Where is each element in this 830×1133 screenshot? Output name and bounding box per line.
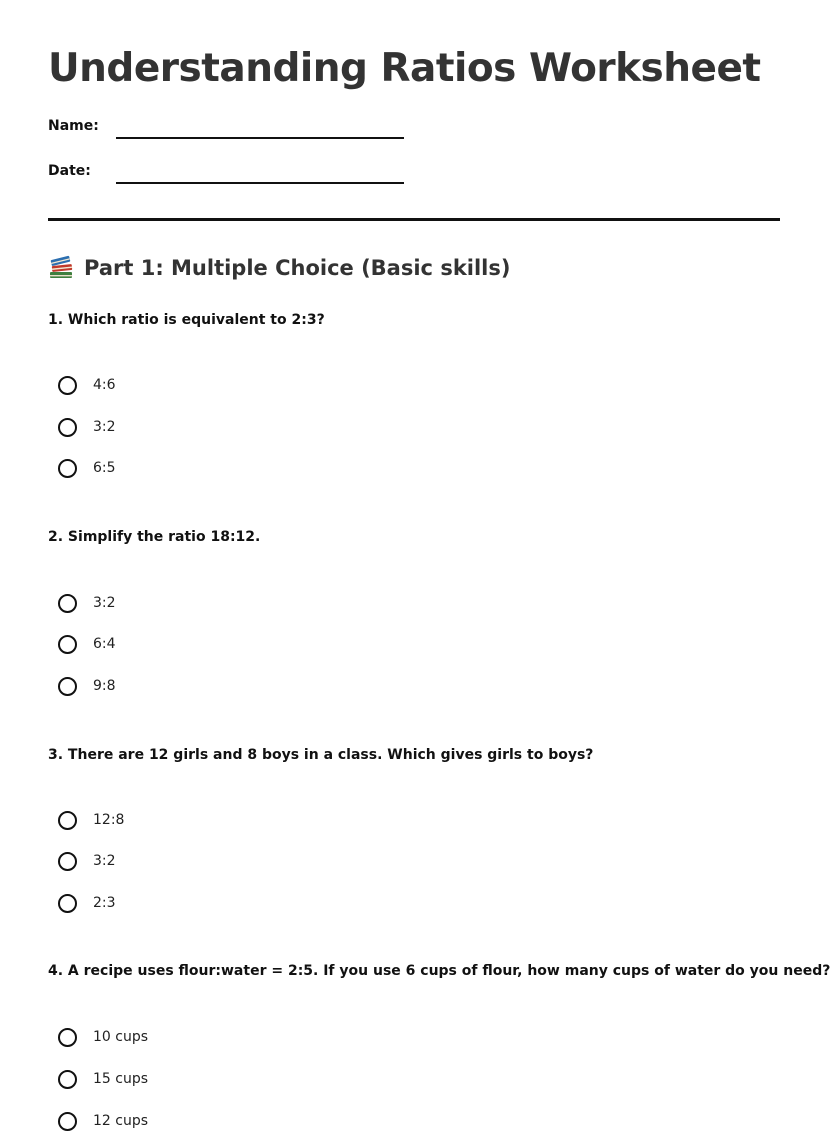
radio-button[interactable] (58, 459, 77, 478)
question-2-text: 2. Simplify the ratio 18:12. (48, 529, 261, 545)
date-label: Date: (48, 163, 91, 179)
question-4-option-a[interactable] (58, 1025, 148, 1049)
radio-button[interactable] (58, 1070, 77, 1089)
radio-button[interactable] (58, 594, 77, 613)
date-field[interactable] (116, 182, 404, 184)
question-2-option-a[interactable] (58, 591, 116, 615)
question-2-option-c[interactable] (58, 674, 116, 698)
question-3-option-b[interactable] (58, 849, 116, 873)
question-4-option-c[interactable] (58, 1109, 148, 1133)
question-3-option-a[interactable] (58, 808, 124, 832)
option-label: 6:4 (93, 636, 116, 652)
option-label: 2:3 (93, 895, 116, 911)
question-1-option-c[interactable] (58, 456, 116, 480)
option-label: 3:2 (93, 595, 116, 611)
section-divider (48, 218, 780, 221)
option-label: 3:2 (93, 419, 116, 435)
option-label: 10 cups (93, 1029, 149, 1045)
question-1-option-a[interactable] (58, 373, 116, 397)
question-3-text: 3. There are 12 girls and 8 boys in a class. Which gives girls to boys? (48, 747, 594, 763)
option-label: 6:5 (93, 460, 116, 476)
option-label: 9:8 (93, 678, 116, 694)
radio-button[interactable] (58, 811, 77, 830)
question-3-option-c[interactable] (58, 891, 116, 915)
radio-button[interactable] (58, 677, 77, 696)
question-1-text: 1. Which ratio is equivalent to 2:3? (48, 312, 325, 328)
radio-button[interactable] (58, 418, 77, 437)
radio-button[interactable] (58, 635, 77, 654)
name-label: Name: (48, 118, 99, 134)
radio-button[interactable] (58, 376, 77, 395)
question-1-option-b[interactable] (58, 415, 116, 439)
name-field[interactable] (116, 137, 404, 139)
option-label: 12 cups (93, 1113, 149, 1129)
question-4-text: 4. A recipe uses flour:water = 2:5. If you use 6 cups of flour, how many cups of water do you need? (48, 963, 830, 979)
question-2-option-b[interactable] (58, 632, 116, 656)
radio-button[interactable] (58, 1028, 77, 1047)
option-label: 4:6 (93, 377, 116, 393)
option-label: 15 cups (93, 1071, 149, 1087)
question-4-option-b[interactable] (58, 1067, 148, 1091)
radio-button[interactable] (58, 852, 77, 871)
radio-button[interactable] (58, 1112, 77, 1131)
section-heading-text: Part 1: Multiple Choice (Basic skills) (84, 256, 511, 280)
page-title: Understanding Ratios Worksheet (48, 46, 761, 91)
radio-button[interactable] (58, 894, 77, 913)
section-heading (48, 256, 510, 280)
option-label: 12:8 (93, 812, 125, 828)
books-icon (48, 256, 74, 280)
option-label: 3:2 (93, 853, 116, 869)
